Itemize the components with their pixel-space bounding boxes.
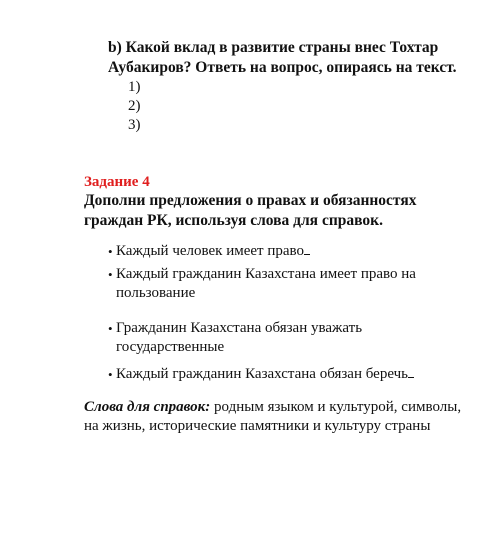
bullet-dot: • — [108, 267, 113, 282]
bullet-dot: • — [108, 244, 113, 259]
bullet-dot: • — [108, 321, 113, 336]
reference-words — [84, 398, 464, 436]
answer-list — [128, 78, 141, 135]
list-item — [108, 365, 468, 384]
task-instruction: Дополни предложения о правах и обязанностях граждан РК, используя слова для справок. — [84, 192, 417, 229]
item-text: Каждый гражданин Казахстана имеет право на пользование — [116, 266, 416, 301]
answer-line-2: 2) — [128, 98, 141, 114]
task-title: Задание 4 — [84, 174, 150, 190]
item-text: Гражданин Казахстана обязан уважать государственные — [116, 320, 363, 355]
reference-label: Слова для справок: — [84, 399, 211, 415]
list-item — [108, 319, 468, 357]
answer-line-3: 3) — [128, 117, 141, 133]
item-text: Каждый человек имеет право — [116, 243, 304, 259]
blank-line — [408, 365, 414, 378]
list-item — [108, 242, 468, 261]
item-text: Каждый гражданин Казахстана обязан беречь — [116, 366, 408, 382]
bullet-dot: • — [108, 367, 113, 382]
reference-text: родным языком и культурой, символы, на жизнь, исторические памятники и культуру страны — [84, 399, 462, 434]
answer-line-1: 1) — [128, 79, 141, 95]
list-item — [108, 265, 468, 303]
blank-line — [304, 242, 310, 255]
question-b: b) Какой вклад в развитие страны внес Тохтар Аубакиров? Ответь на вопрос, опираясь на текст. — [108, 39, 457, 76]
